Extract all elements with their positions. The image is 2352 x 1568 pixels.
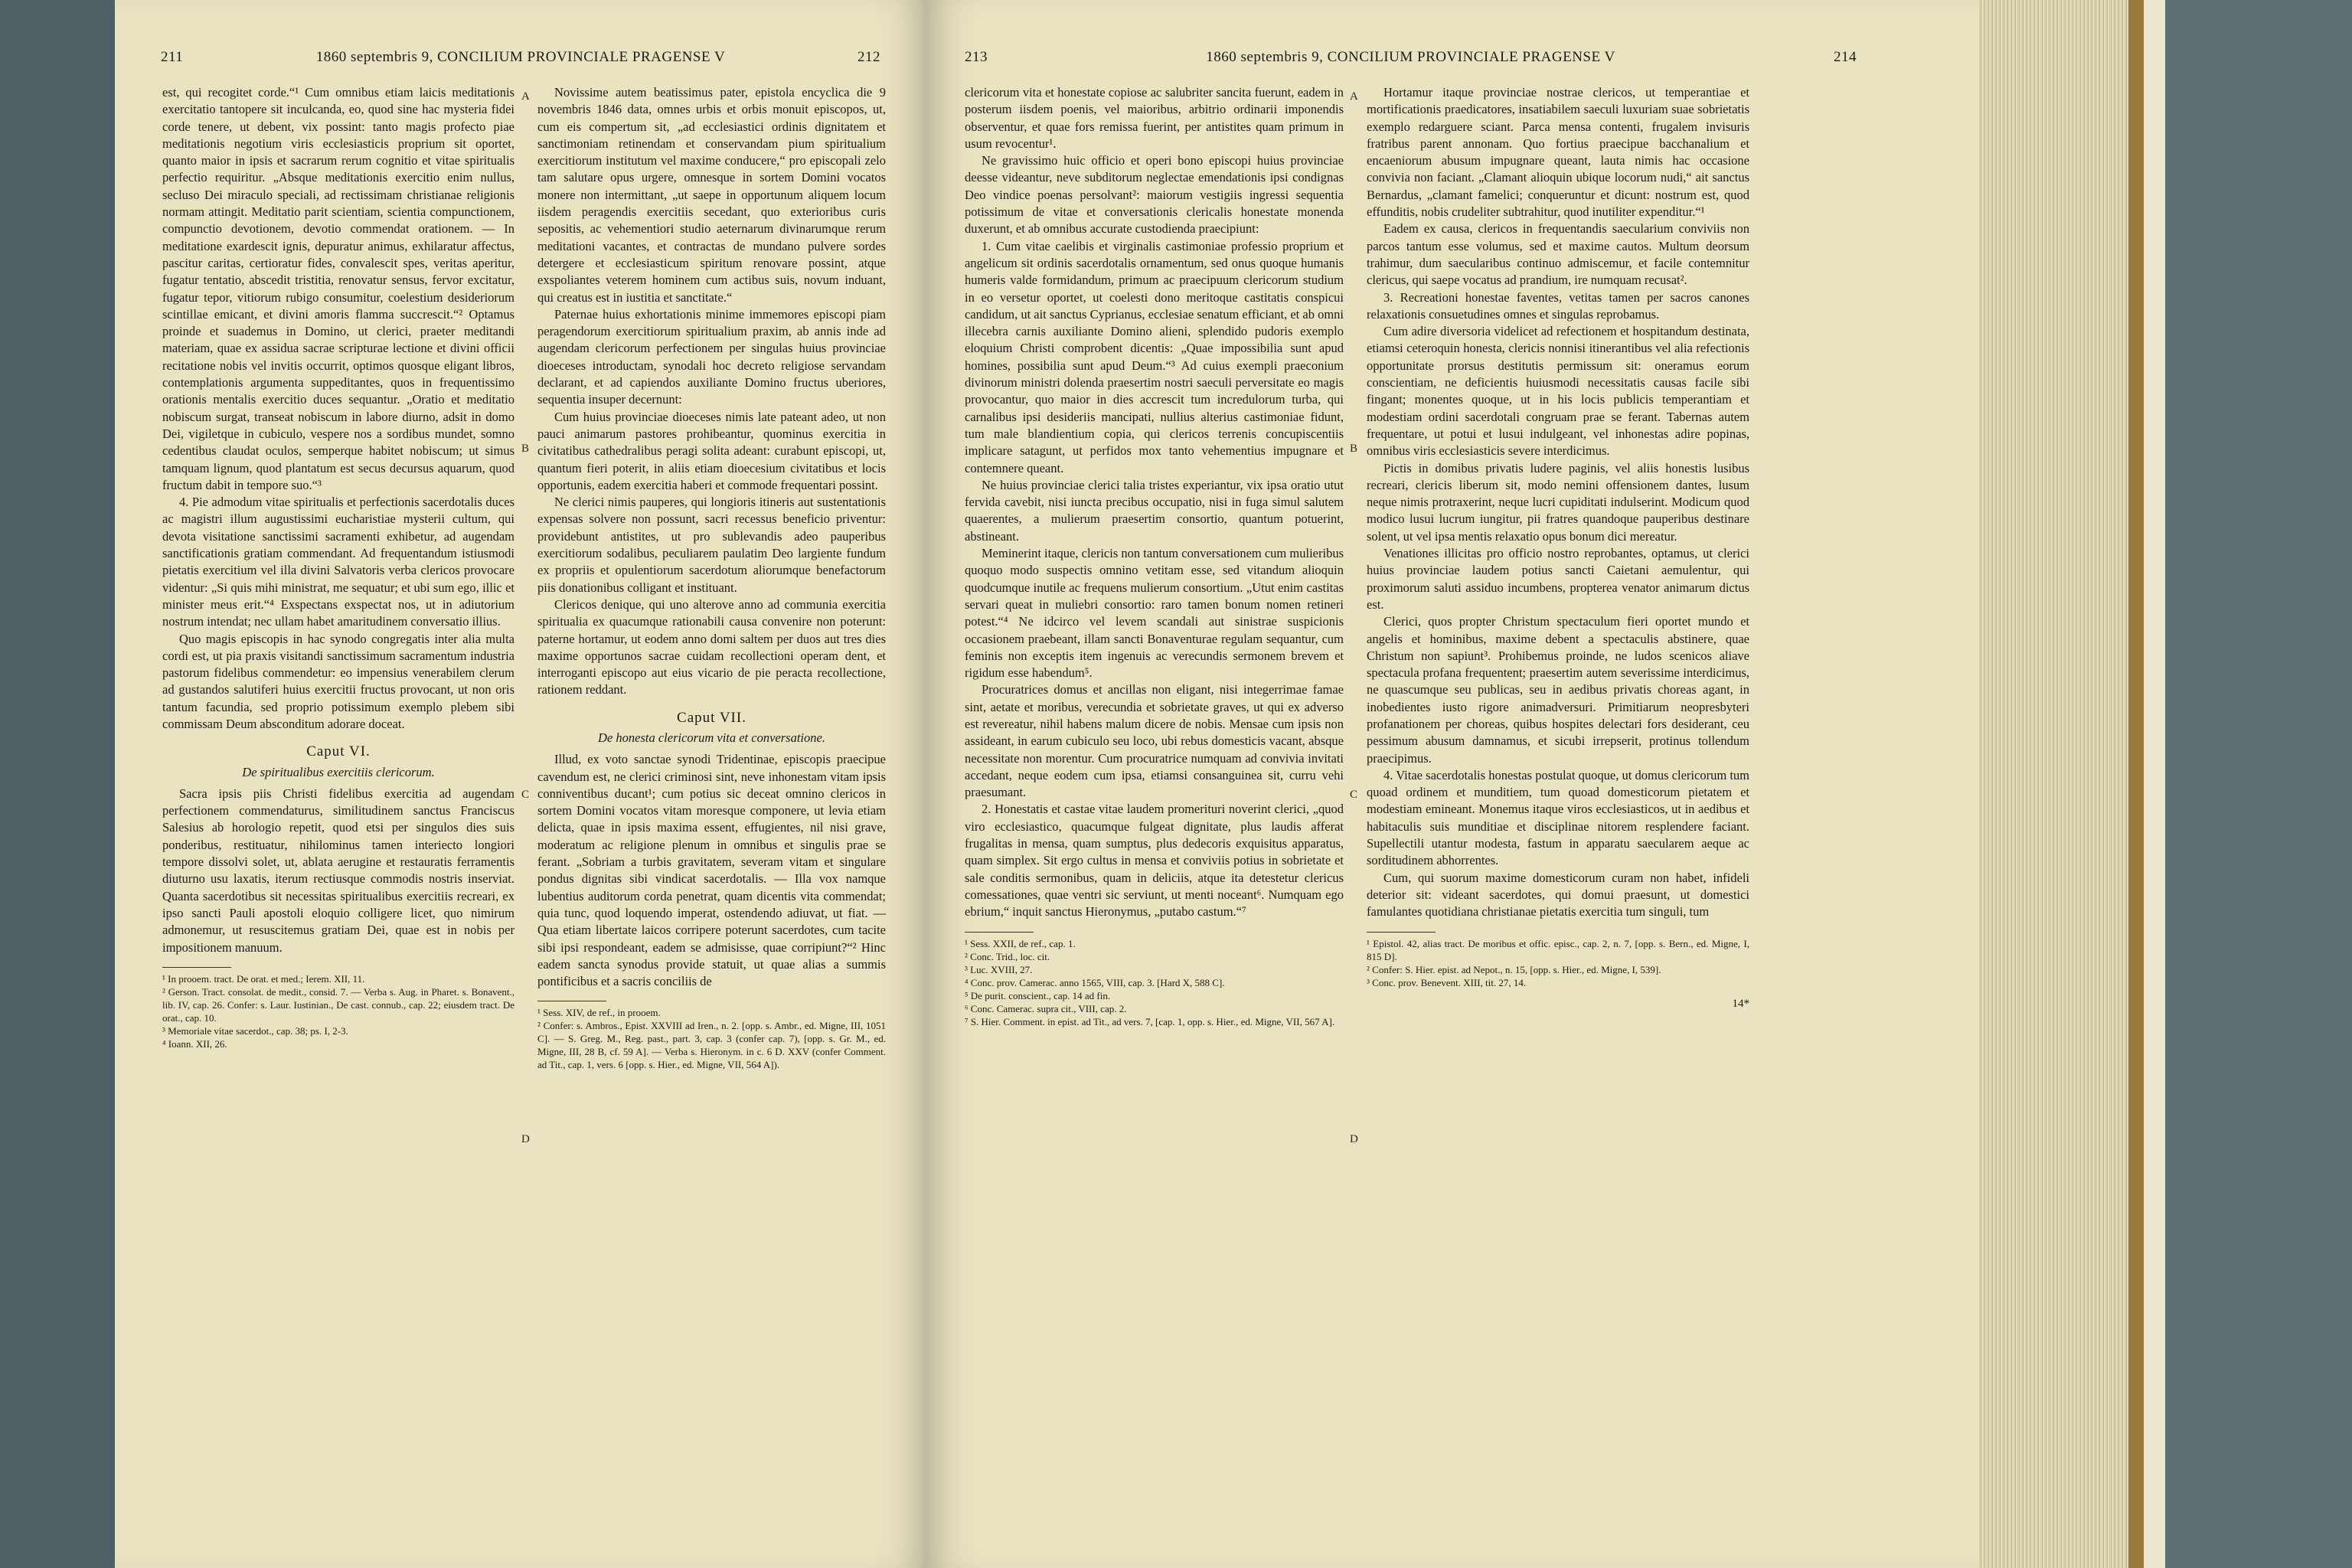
footnote: ⁶ Conc. Camerac. supra cit., VIII, cap. 2. (965, 1002, 1127, 1014)
paragraph: Quo magis episcopis in hac synodo congregatis inter alia multa cordi est, ut pia praxis visitandi sanctissimum sacramentum industria pastorum fidelibus commendetur: eo impensius venerabilem clerum ad gustandos salutiferi huius exercitii fructus provocant, ut non oris tantum facundia, sed proprio potissimum exemplo plebem sibi commissam Deum absconditum adorare doceat. (162, 631, 514, 731)
paragraph: Clerici, quos propter Christum spectaculum fieri oportet mundo et angelis et hominibus, maxime debent a spectaculis abstinere, quae Christum non sapiunt³. Prohibemus proinde, ne ludos scenicos aliave spectacula profana frequentent; praesertim autem severissime interdicimus, ne quascumque seu publicas, seu in aedibus privatis choreas agant, in inobedientes iusto rigore animadversuri. Primitiarum neopresbyteri profanationem per choreas, quibus hospites delectari fors desiderant, ceu pessimum abusum damnamus, et sicubi irrepserit, protinus tollendum praecipimus. (1367, 614, 1749, 766)
signature-mark: 14* (1732, 997, 1749, 1010)
paragraph: Pictis in domibus privatis ludere paginis, vel aliis honestis lusibus recreari, clericis liberum sit, modo nemini offensionem dantes, lusum neque nimis protraxerint, neque lucri cupiditati indulserint. Modicum quod modico lusui lucrum iungitur, pii fratres quandoque pauperibus destinare solent, ut vel ipsa mentis relaxatio opus bonum dici mereatur. (1367, 460, 1749, 544)
page-header (161, 49, 880, 72)
paragraph: Clericos denique, qui uno alterove anno ad communia exercitia spiritualia ex quacumque rationabili causa convenire non poterunt: paterne hortamur, ut eodem anno domi saltem per duos aut tres dies maxime opportunos sacrae cuidam recollectioni operam dent, et interroganti episcopo aut eius vicario de pie peracta recollectione, rationem reddant. (537, 596, 886, 697)
book-page-edges (1979, 0, 2128, 1568)
page-number: 212 (858, 49, 880, 65)
paragraph: Illud, ex voto sanctae synodi Tridentinae, episcopis praecipue cavendum est, ne clerici criminosi sint, neve inhonestam vitam ipsis conniventibus ducant¹; cum potius sic deceat omnino clericos in sortem Domini vocatos vitam moresque componere, ut levia etiam delicta, quae in ipsis maxima essent, effugientes, nil nisi grave, moderatum ac religione plenum in omnibus et singulis prae se ferant. „Sobriam a turbis gravitatem, severam vitam et singulare pondus dignitas sibi vindicat sacerdotalis. — Illa vox namque lubentius auditorum corda penetrat, quam dicentis vita commendat; quia tunc, quod loquendo imperat, ostendendo adiuvat, ut fiat. — Qua etiam libertate laicos corripere poterunt sacerdotes, cum tacite sibi ipsi respondeant, eadem se admisisse, quae corripiunt?“² Hinc eadem sancta synodus provide statuit, ut quae alias a summis pontificibus et a sacris conciliis de (537, 752, 886, 989)
page-header (965, 49, 1857, 72)
left-page (115, 0, 926, 1568)
running-title: 1860 septembris 9, CONCILIUM PROVINCIALE PRAGENSE V (315, 49, 726, 65)
background-left (0, 0, 115, 1568)
footnote: ³ Luc. XVIII, 27. (965, 963, 1033, 975)
page-number: 213 (965, 49, 988, 65)
footnote: ² Confer: S. Hier. epist. ad Nepot., n. 15, [opp. s. Hier., ed. Migne, I, 539]. (1367, 963, 1661, 975)
footnote: ⁴ Ioann. XII, 26. (162, 1037, 227, 1050)
book-cover-board (2144, 0, 2165, 1568)
margin-marker: C (521, 789, 530, 801)
paragraph: 2. Honestatis et castae vitae laudem promerituri noverint clerici, „quod viro ecclesiastico, quacumque fulgeat dignitate, plus laudis afferat frugalitas in mensa, quam sumptus, plus dedecoris exquisitus apparatus, quam simplex. Sit ergo cultus in mensa et conviviis potius in sobrietate et sale conditis sermonibus, quam in deliciis, atque ita detestetur clericus comessationes, quae ventri sic serviunt, ut menti noceant⁶. Numquam ego ebrium,“ inquit sanctus Hieronymus, „putabo castum.“⁷ (965, 802, 1344, 920)
margin-marker: A (1350, 90, 1358, 103)
footnote: ¹ Epistol. 42, alias tract. De moribus et offic. episc., cap. 2, n. 7, [opp. s. Bern., ed. Migne, I, 815 D]. (1367, 937, 1749, 962)
footnote: ³ Conc. prov. Benevent. XIII, tit. 27, 14. (1367, 976, 1527, 988)
paragraph: Ne clerici nimis pauperes, qui longioris itineris aut sustentationis expensas solvere non possunt, sacri recessus beneficio priventur: providebunt antistites, ut pro sublevandis adeo pauperibus exercitiorum sodalibus, peculiarem paulatim Deo largiente fundum ex propriis et opulentiorum sacerdotum aliorumque benefactorum piis donationibus colligant et instituant. (537, 495, 886, 595)
footnote-rule (1367, 932, 1436, 933)
paragraph: Paternae huius exhortationis minime immemores episcopi piam peragendorum exercitiorum spiritualium praxim, ab annis inde ad augendam clericorum perfectionem per singulas huius provinciae dioeceses introductam, synodali hoc decreto religiose servandam declarant, et ad capiendos auxiliante Domino fructus uberiores, sequentia insuper decernunt: (537, 306, 886, 407)
paragraph: Novissime autem beatissimus pater, epistola encyclica die 9 novembris 1846 data, omnes urbis et orbis monuit episcopos, ut, cum eis compertum sit, „ad ecclesiastici ordinis dignitatem et sanctimoniam retinendam et conservandam pium spiritualium exercitiorum institutum vel maxime conducere,“ pro episcopali zelo tam salutare opus urgere, omnesque in sortem Domini vocatos monere non intermittant, „ut saepe in opportunum aliquem locum iisdem peragendis exercitiis secedant, quo exterioribus curis sepositis, ac vehementiori studio aeternarum divinarumque rerum meditationi vacantes, et contractas de mundano pulvere sordes detergere et ecclesiasticum spiritum renovare possint, atque exspoliantes veterem hominem cum actibus suis, novum induant, qui creatus est in iustitia et sanctitate.“ (537, 85, 886, 305)
margin-marker: D (1350, 1133, 1358, 1145)
margin-marker: C (1350, 789, 1358, 801)
paragraph: 1. Cum vitae caelibis et virginalis castimoniae professio proprium et angelicum sit ordinis sacerdotalis ornamentum, sed onus quoque humanis humeris valde formidandum, primum ac praecipuum clericorum studium in eo versetur oportet, ut coelesti dono meritoque castitatis conspicui candidum, ut ait sanctus Cyprianus, ecclesiae senatum efficiant, et ab omni illecebra carnis auxiliante Domino alieni, splendido pudoris exemplo eloquium Christi comprobent dicentis: „Quae impossibilia sunt apud homines, possibilia sunt apud Deum.“³ Ad cuius exempli praeconium divinorum ministri dolenda praesertim nostri saeculi perversitate eo magis provocantur, quo maior in dies accrescit tum incredulorum turba, qui carnalibus ipsi desideriis mancipati, nullius alterius castimoniae fidunt, tum male blandientium copia, qui clericos terrenis concupiscentiis implicare satagunt, ut perfidos mox tanto vehementius impugnare et contemnere queant. (965, 238, 1344, 475)
margin-marker: D (521, 1133, 530, 1145)
footnote: ³ Memoriale vitae sacerdot., cap. 38; ps. I, 2-3. (162, 1024, 348, 1037)
text-column-1 (162, 84, 514, 1050)
paragraph: Cum, qui suorum maxime domesticorum curam non habet, infideli deterior sit: videant sacerdotes, qui domui praesunt, ut domestici famulantes quotidiana christianae pietatis exercitia tum singuli, tum (1367, 870, 1749, 920)
footnote: ¹ In prooem. tract. De orat. et med.; Ierem. XII, 11. (162, 972, 365, 985)
right-page (926, 0, 1979, 1568)
text-column-2 (537, 84, 886, 1071)
margin-marker: A (521, 90, 530, 103)
margin-marker: B (521, 443, 530, 455)
paragraph: Sacra ipsis piis Christi fidelibus exercitia ad augendam perfectionem commendaturus, similitudinem sanctus Franciscus Salesius ab horologio repetit, quod etsi per singulos dies suis ponderibus, restituatur, nihilominus tamen interiecto longiori tempore dissolvi solet, ut, ablata aerugine et restauratis ferramentis diuturno usu laxatis, iterum rectiusque commodis nostris inserviat. Quanta sacerdotibus sit necessitas spiritualibus exercitiis recreari, ex ipso sancti Pauli apostoli eloquio colligere licet, quo nimirum admonemur, ut resuscitemus gratiam Dei, quae est in nobis per impositionem manuum. (162, 786, 514, 955)
footnotes (162, 972, 514, 1050)
paragraph: 3. Recreationi honestae faventes, vetitas tamen per sacros canones relaxationis consuetudines omnes et singulas reprobamus. (1367, 289, 1749, 322)
footnote-rule (965, 932, 1034, 933)
footnote: ⁵ De purit. conscient., cap. 14 ad fin. (965, 989, 1111, 1001)
paragraph: Cum adire diversoria videlicet ad refectionem et hospitandum destinata, etiamsi ceteroquin honesta, clericis nonnisi itinerantibus vel alia refectionis opportunitate prorsus destitutis permissum sit: oneramus eorum conscientiam, ne deficientis huiusmodi necessitatis causas facile sibi fingant; monentes quoque, ut in his locis publicis temperantiam et modestiam ordini sacerdotali congruam prae se ferant. Tabernas autem frequentare, ut potui et lusui indulgeant, vel inhonestas adire popinas, omnibus viris ecclesiasticis severe interdicimus. (1367, 324, 1749, 459)
paragraph: Hortamur itaque provinciae nostrae clericos, ut temperantiae et mortificationis praedicatores, insatiabilem saeculi luxuriam suae sobrietatis exemplo redarguere sciant. Parca mensa contenti, frugalem invisuris fratribus parent annonam. Quo fortius praecipue bacchanalium et encaeniorum abusum impugnare queant, lauta nimis hac occasione convivia non faciant. „Clamant alioquin ubique locorum nudi,“ ait sanctus Bernardus, „clamant famelici; conqueruntur et dicunt: nostrum est, quod effunditis, nobis crudeliter subtrahitur, quod inutiliter expenditur.“¹ (1367, 85, 1749, 220)
paragraph: Venationes illicitas pro officio nostro reprobantes, optamus, ut clerici huius provinciae laudem potius sancti Caietani aemulentur, qui proximorum saluti assiduo incumbens, propterea venator animarum dictus est. (1367, 546, 1749, 612)
footnotes (1367, 937, 1749, 989)
footnote: ² Gerson. Tract. consolat. de medit., consid. 7. — Verba s. Aug. in Pharet. s. Bonavent., lib. IV, cap. 26. Confer: s. Laur. Iustinian., De cast. connub., cap. 22; eiusdem tract. De orat., cap. 10. (162, 985, 514, 1024)
page-number: 211 (161, 49, 184, 65)
paragraph: clericorum vita et honestate copiose ac salubriter sancita fuerunt, eadem in posterum iisdem poenis, vel maioribus, arbitrio ordinarii imponendis observentur, et quae fors remissa fuerint, per antistites quam primum in usum revocentur¹. (965, 85, 1344, 151)
page-number: 214 (1834, 49, 1857, 65)
text-column-1 (965, 84, 1344, 1028)
chapter-subtitle: De spiritualibus exercitiis clericorum. (242, 764, 435, 779)
footnote-rule (162, 967, 231, 968)
footnotes (965, 937, 1344, 1028)
chapter-subtitle: De honesta clericorum vita et conversatione. (598, 730, 825, 745)
footnote: ² Conc. Trid., loc. cit. (965, 950, 1050, 962)
paragraph: est, qui recogitet corde.“¹ Cum omnibus etiam laicis meditationis exercitatio tantopere sit inculcanda, eo, quod sine hac mysteria fidei corde tenere, ut debent, vix possint: tanto magis profecto piae meditationis negotium viris ecclesiasticis proprium sit oportet, quanto maior in ipsis et sacrarum rerum cognitio et vitae spiritualis perfectio requiritur. „Absque meditationis exercitio enim nullus, secluso Dei miraculo speciali, ad rectissimam christianae religionis normam attingit. Meditatio parit scientiam, scientia compunctionem, compunctio devotionem, devotio commendat orationem. — In meditatione exardescit ignis, depuratur animus, exhilaratur affectus, pascitur caritas, certioratur fides, convalescit spes, veritas aperitur, fugatur tentatio, abscedit tristitia, renovatur sensus, fervor excitatur, fugatur tepor, vitiorum rubigo consumitur, coelestium desideriorum scintillae emicant, et divini amoris flamma succrescit.“² Optamus proinde et suademus in Domino, ut clerici, praeter meditandi materiam, quae ex assidua sacrae scripturae lectione et divini officii recitatione nobis vel invitis occurrit, optimos quosque eligant libros, contemplationis argumenta suppeditantes, quos in frequentissimo orationis mentalis exercitio duces sequantur. „Oratio et meditatio nobiscum surgat, transeat nobiscum in labore diurno, adsit in domo Dei, vigiletque in cubiculo, vespere nos a sordibus mundet, somno cedentibus claudat oculos, semperque habitet nobiscum; ut simus tamquam lignum, quod plantatum est secus decursus aquarum, quod fructum dabit in tempore suo.“³ (162, 85, 514, 492)
paragraph: Eadem ex causa, clericos in frequentandis saecularium conviviis non parcos tantum esse volumus, sed et maxime cautos. Multum deorsum trahimur, dum saecularibus continuo admiscemur, et facile contemnitur clericus, qui saepe vocatus ad prandium, ire numquam recusat². (1367, 221, 1749, 288)
footnote: ² Confer: s. Ambros., Epist. XXVIII ad Iren., n. 2. [opp. s. Ambr., ed. Migne, III, 1051 C]. — S. Greg. M., Reg. past., part. 3, cap. 3 (confer cap. 7), [opp. s. Gr. M., ed. Migne, III, 28 B, cf. 59 A]. — Verba s. Hieronym. in c. 6 D. XXV (confer Comment. ad Tit., cap. 1, vers. 6 [opp. s. Hier., ed. Migne, VII, 564 A]). (537, 1020, 886, 1071)
footnote: ⁴ Conc. prov. Camerac. anno 1565, VIII, cap. 3. [Hard X, 588 C]. (965, 976, 1225, 988)
paragraph: 4. Pie admodum vitae spiritualis et perfectionis sacerdotalis duces ac magistri illum augustissimi eucharistiae mysterii cultum, qui devota visitatione sanctissimi sacramenti exhibetur, ad augendam sanctificationis gratiam commendant. Ad frequentandum istiusmodi pietatis exercitium vel illa divini Salvatoris verba clericos provocare videntur: „Si quis mihi ministrat, me sequatur; et ubi sum ego, illic et minister meus erit.“⁴ Exspectans exspectat nos, ut in adiutorium nostrum intendat; nec ullam habet amaritudinem conversatio illius. (162, 495, 514, 629)
text-column-2 (1367, 84, 1749, 1012)
paragraph: Meminerint itaque, clericis non tantum conversationem cum mulieribus quoquo modo suspectis omnino vetitam esse, sed vitandum alioquin quodcumque inutile ac frequens mulierum consortium. „Utut enim castitas servari queat in muliebri consortio: raro tamen bonum nomen retineri potest.“⁴ Ne idcirco vel levem scandali aut sinistrae suspicionis occasionem praebeant, illam sancti Bonaventurae regulam sequantur, cum feminis non exceptis item ingenuis ac verecundis sermonem brevem et rigidum esse habendum⁵. (965, 546, 1344, 681)
running-title: 1860 septembris 9, CONCILIUM PROVINCIALE PRAGENSE V (1206, 49, 1615, 65)
footnote: ⁷ S. Hier. Comment. in epist. ad Tit., ad vers. 7, [cap. 1, opp. s. Hier., ed. Migne, VII, 567 A]. (965, 1015, 1335, 1027)
chapter-heading: Caput VI. (306, 743, 371, 760)
book-cover-edge (2128, 0, 2144, 1568)
margin-marker: B (1350, 443, 1358, 455)
paragraph: Cum huius provinciae dioeceses nimis late pateant adeo, ut non pauci animarum pastores prohibeantur, quominus exercitia in civitatibus cathedralibus peragi solita adeant: curabunt episcopi, ut, quantum fieri poterit, in aliis etiam dioecesium civitatibus et locis opportunis, eadem exercitia haberi et commode frequentari possint. (537, 409, 886, 492)
paragraph: 4. Vitae sacerdotalis honestas postulat quoque, ut domus clericorum tum quoad ordinem et munditiem, tum quoad domesticorum pietatem et modestiam emineant. Monemus itaque viros ecclesiasticos, ut in aedibus et habitaculis suis munditiae et disciplinae nitorem resplendere faciant. Supellectili utantur modesta, fastum in apparatu saecularem aeque ac sorditudinem abhorrentes. (1367, 767, 1749, 868)
paragraph: Ne huius provinciae clerici talia tristes experiantur, vix ipsa oratio utut fervida cavebit, nisi iuncta precibus occupatio, nisi in fuga simul salutem quaerentes, a mulierum praesertim consortio, quantum potuerint, abstineant. (965, 477, 1344, 544)
chapter-heading: Caput VII. (677, 709, 746, 726)
paragraph: Ne gravissimo huic officio et operi bono episcopi huius provinciae deesse videantur, neve subditorum neglectae emendationis ipsi condignas Deo vindice poenas persolvant²: maiorum vestigiis ingressi sequentia potissimum de vitae et conversationis clericalis honestate monenda duxerunt, et ab omnibus accurate custodienda praecipiunt: (965, 153, 1344, 237)
footnote: ¹ Sess. XIV, de ref., in prooem. (537, 1007, 661, 1019)
footnote: ¹ Sess. XXII, de ref., cap. 1. (965, 937, 1076, 949)
paragraph: Procuratrices domus et ancillas non eligant, nisi integerrimae famae sint, aetate et moribus, verecundia et sobrietate graves, ut qui ex adverso est revereatur, nihil habens malum dicere de nobis. Mensae cum ipsis non assideant, in earum cubiculo seu loco, ubi rebus domesticis vacant, absque necessitate non morentur. Cum procuratrice numquam ad convivia invitati accedant, neque eodem cum ipsa, etiamsi consanguinea sit, curru vehi praesumant. (965, 682, 1344, 800)
footnotes (537, 1006, 886, 1071)
